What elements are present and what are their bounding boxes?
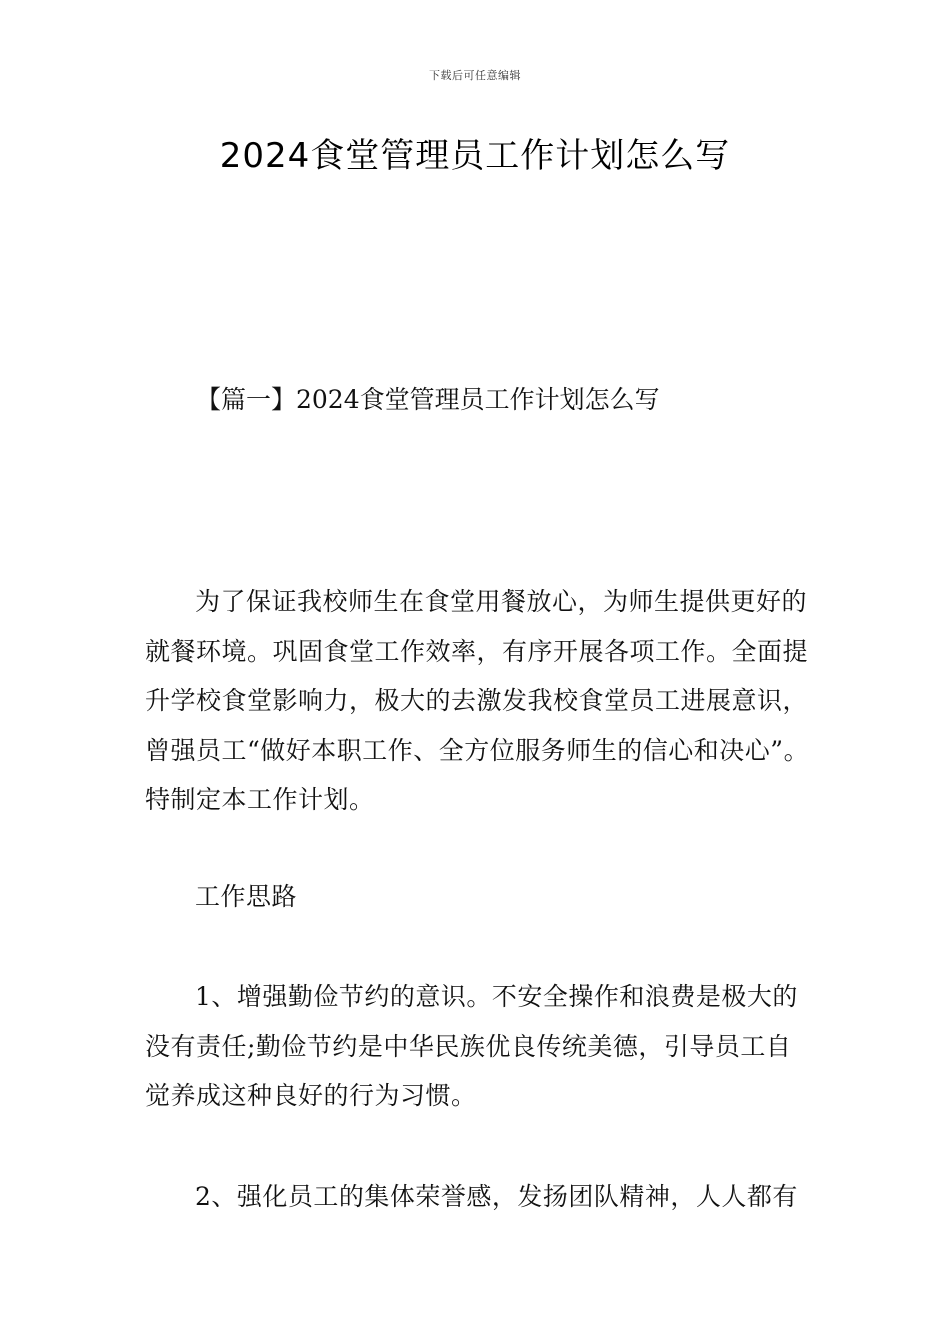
header-note: 下载后可任意编辑 bbox=[429, 69, 521, 82]
document-title: 2024食堂管理员工作计划怎么写 bbox=[219, 136, 731, 176]
paragraph-item-2: 2、强化员工的集体荣誉感，发扬团队精神，人人都有 bbox=[195, 1182, 798, 1211]
paragraph-work-approach-heading: 工作思路 bbox=[195, 882, 298, 911]
section-heading: 【篇一】2024食堂管理员工作计划怎么写 bbox=[196, 385, 660, 414]
paragraph-item-1: 1、增强勤俭节约的意识。不安全操作和浪费是极大的没有责任;勤俭节约是中华民族优良传统美德，引导员工自觉养成这种良好的行为习惯。 bbox=[145, 982, 798, 1110]
paragraph-intro: 为了保证我校师生在食堂用餐放心，为师生提供更好的就餐环境。巩固食堂工作效率，有序开展各项工作。全面提升学校食堂影响力，极大的去激发我校食堂员工进展意识，曾强员工“做好本职工作、全方位服务师生的信心和决心”。特制定本工作计划。 bbox=[145, 587, 810, 814]
